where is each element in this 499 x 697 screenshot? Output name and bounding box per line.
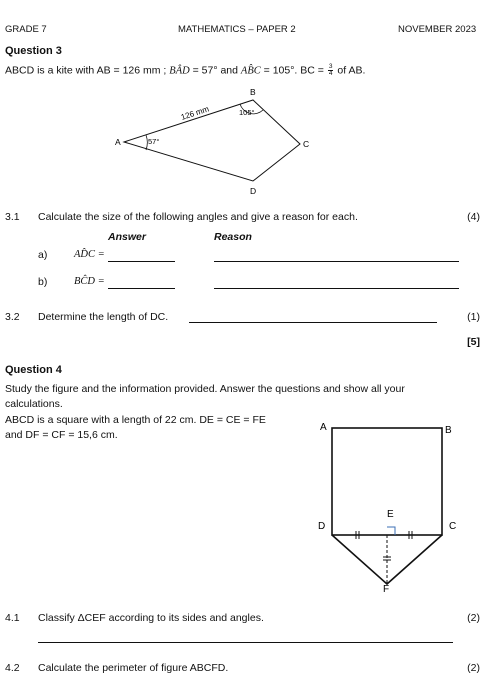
question-3-total: [5] — [467, 336, 480, 348]
column-reason-heading: Reason — [214, 231, 252, 243]
q31-marks: (4) — [467, 211, 480, 223]
intro-part-c: = 105°. BC = — [260, 64, 327, 77]
question-4-intro-line1: Study the figure and the information provided. Answer the questions and show all your — [5, 383, 405, 395]
angle-b-label: 105° — [239, 108, 255, 117]
kite-label-d: D — [250, 186, 257, 196]
column-answer-heading: Answer — [108, 231, 146, 243]
header-date: NOVEMBER 2023 — [398, 24, 477, 35]
square-label-e: E — [387, 509, 394, 520]
q31b-answer-line[interactable] — [108, 288, 175, 289]
q32-text: Determine the length of DC. — [38, 311, 169, 323]
square-triangle-figure — [312, 414, 462, 596]
angle-bad: BÂD — [169, 65, 190, 77]
question-4-title: Question 4 — [5, 364, 62, 376]
square-label-c: C — [449, 521, 457, 532]
fraction-three-quarters — [328, 64, 334, 77]
q31a-expression: AD̂C = — [74, 249, 105, 260]
intro-part-b: = 57° and — [189, 64, 241, 77]
q31a-reason-line[interactable] — [214, 261, 459, 262]
header-grade: GRADE 7 — [5, 24, 47, 35]
q31b-expression: BĈD = — [74, 276, 105, 287]
right-angle-marker — [387, 527, 395, 535]
q32-number: 3.2 — [5, 311, 20, 323]
question-4-info-line1: ABCD is a square with a length of 22 cm. DE = CE = FE — [5, 414, 266, 426]
q31-number: 3.1 — [5, 211, 20, 223]
square-label-b: B — [445, 425, 452, 436]
q32-marks: (1) — [467, 311, 480, 323]
side-ab-label: 126 mm — [179, 104, 211, 122]
angle-abc: AB̂C — [240, 65, 261, 77]
q32-answer-line[interactable] — [189, 322, 437, 323]
angle-a-label: 57° — [148, 137, 160, 146]
q41-number: 4.1 — [5, 612, 20, 624]
kite-figure — [110, 84, 320, 199]
square-label-f: F — [383, 584, 390, 595]
q31a-label: a) — [38, 249, 48, 261]
question-4-info-line2: and DF = CF = 15,6 cm. — [5, 429, 118, 441]
q31a-answer-line[interactable] — [108, 261, 175, 262]
q41-text: Classify ΔCEF according to its sides and angles. — [38, 612, 264, 624]
intro-part-d: of AB. — [334, 64, 366, 77]
question-3-title: Question 3 — [5, 45, 62, 57]
square-label-a: A — [320, 422, 327, 433]
kite-label-b: B — [250, 87, 256, 97]
q31b-label: b) — [38, 276, 48, 288]
header-subject: MATHEMATICS – PAPER 2 — [178, 24, 296, 35]
fraction-numerator: 3 — [328, 63, 333, 70]
question-4-intro-line2: calculations. — [5, 398, 63, 410]
q42-marks: (2) — [467, 662, 480, 674]
q31b-reason-line[interactable] — [214, 288, 459, 289]
fraction-denominator: 4 — [328, 70, 333, 77]
q41-marks: (2) — [467, 612, 480, 624]
intro-part-a: ABCD is a kite with AB = 126 mm ; — [5, 64, 170, 77]
q42-number: 4.2 — [5, 662, 20, 674]
kite-label-a: A — [115, 137, 121, 147]
q41-answer-line[interactable] — [38, 642, 453, 643]
q42-text: Calculate the perimeter of figure ABCFD. — [38, 662, 229, 674]
question-3-intro — [5, 64, 365, 77]
square-label-d: D — [318, 521, 326, 532]
q31-text: Calculate the size of the following angles and give a reason for each. — [38, 211, 358, 223]
kite-label-c: C — [303, 139, 310, 149]
